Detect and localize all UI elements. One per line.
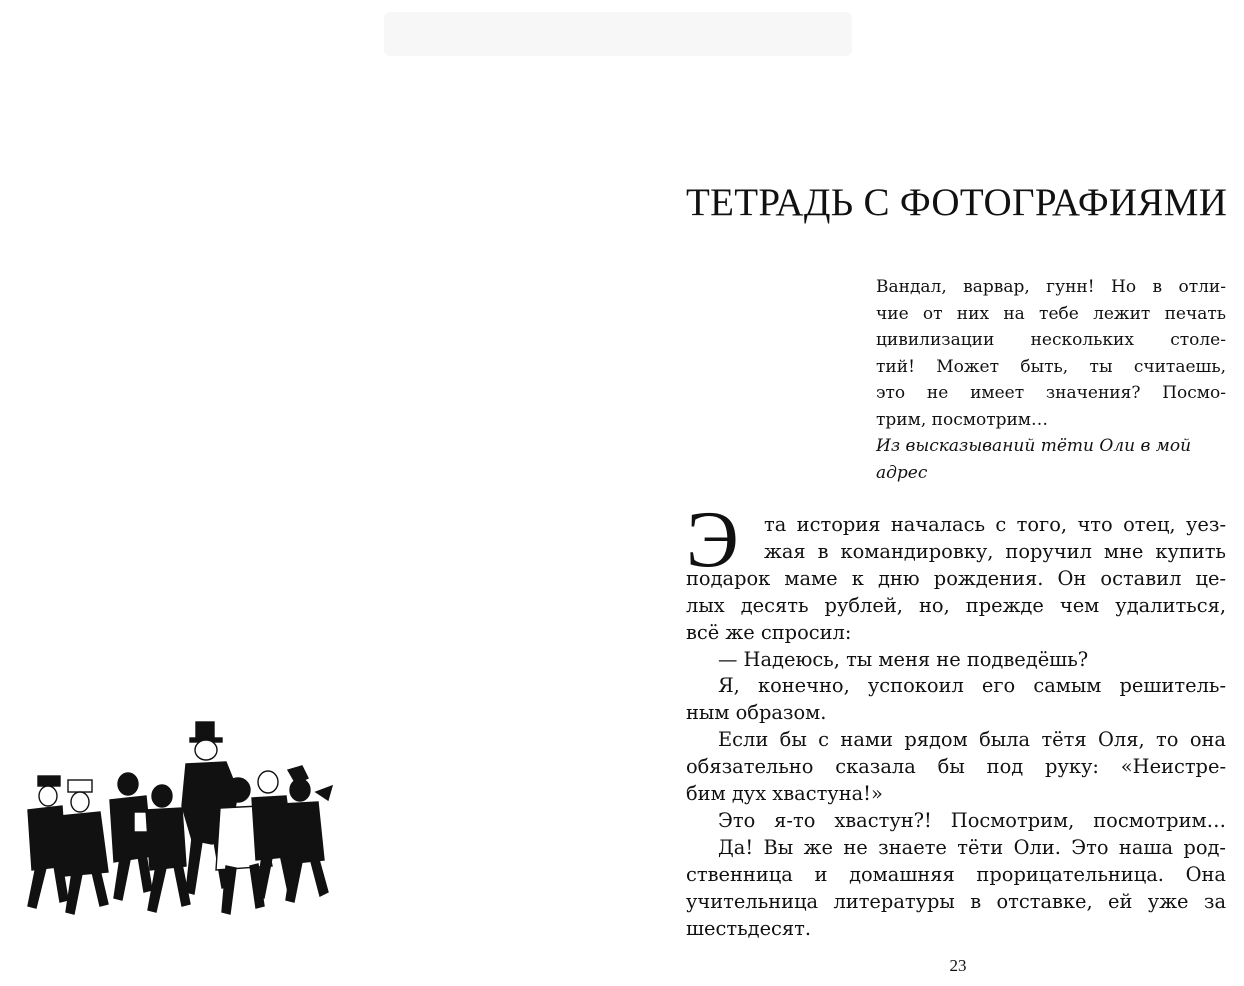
page-number: 23 xyxy=(949,956,967,975)
chapter-title: ТЕТРАДЬ С ФОТОГРАФИЯМИ xyxy=(686,181,1228,224)
epigraph-source: адрес xyxy=(876,462,928,483)
text-line: обязательно сказала бы под руку: «Неистре- xyxy=(686,755,1226,779)
text-line: подарок маме к дню рождения. Он оставил це- xyxy=(686,566,1226,590)
text-line: — Надеюсь, ты меня не подведёшь? xyxy=(718,647,1089,671)
text-line: Это я-то хвастун?! Посмотрим, посмотрим… xyxy=(718,808,1226,832)
chapter-body-text xyxy=(686,496,1226,943)
text-line: всё же спросил: xyxy=(686,620,852,644)
text-line: учительница литературы в отставке, ей уже за xyxy=(686,889,1226,913)
epigraph-line: тий! Может быть, ты считаешь, xyxy=(876,356,1226,377)
epigraph-line: чие от них на тебе лежит печать xyxy=(876,303,1226,324)
text-line: шестьдесят. xyxy=(686,916,812,940)
text-line: ным образом. xyxy=(686,701,827,725)
epigraph-line: трим, посмотрим… xyxy=(876,409,1049,430)
epigraph-line: это не имеет значения? Посмо- xyxy=(876,383,1226,403)
text-line: та история началась с того, что отец, уез- xyxy=(764,513,1226,536)
epigraph-source: Из высказываний тёти Оли в мой xyxy=(876,436,1192,456)
crowd-of-children-illustration xyxy=(16,716,336,922)
faded-header-bar xyxy=(384,12,852,56)
text-line: Если бы с нами рядом была тётя Оля, то она xyxy=(718,728,1226,752)
text-line: жая в командировку, поручил мне купить xyxy=(764,539,1226,563)
epigraph xyxy=(876,274,1226,486)
epigraph-line: цивилизации нескольких столе- xyxy=(876,330,1226,350)
text-line: ственница и домашняя прорицательница. Она xyxy=(686,862,1226,886)
text-line: Я, конечно, успокоил его самым решитель- xyxy=(718,674,1226,698)
drop-cap-letter: Э xyxy=(686,496,739,584)
text-line: бим дух хвастуна!» xyxy=(686,782,883,806)
text-line: лых десять рублей, но, прежде чем удалиться, xyxy=(686,593,1226,617)
epigraph-line: Вандал, варвар, гунн! Но в отли- xyxy=(876,277,1226,297)
text-line: Да! Вы же не знаете тёти Оли. Это наша род- xyxy=(718,835,1226,859)
